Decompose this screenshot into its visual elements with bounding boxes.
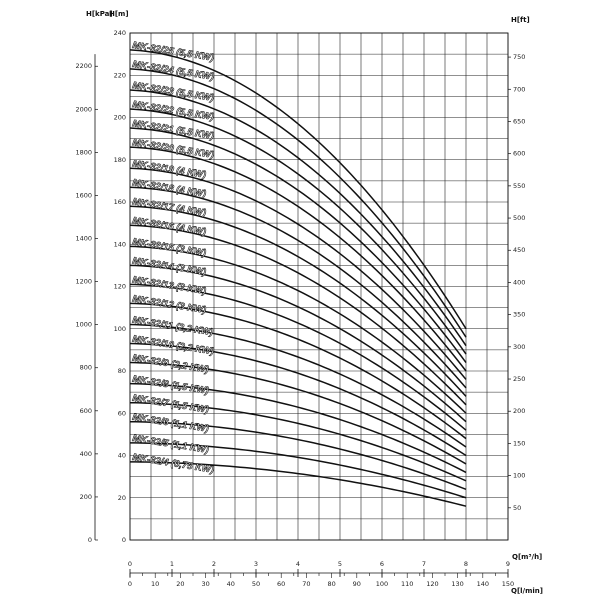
m-tick-label: 240: [113, 29, 126, 37]
x-axis-title-m3h: Q[m³/h]: [512, 553, 543, 561]
ft-tick-label: 750: [513, 53, 526, 62]
lmin-tick-label: 10: [151, 580, 160, 588]
curve-label: MK-32/15 (3 KW): [131, 236, 207, 259]
ft-tick-label: 200: [513, 407, 526, 416]
ft-tick-label: 600: [513, 149, 526, 158]
lmin-tick-label: 40: [226, 580, 235, 588]
m3h-tick-label: 3: [253, 560, 259, 568]
curve-label: MK-32/20 (5,5 KW): [131, 137, 215, 161]
m3h-tick-label: 7: [421, 560, 427, 568]
curve-label: MK-32/13 (3 KW): [131, 274, 207, 297]
curve-label: MK-32/5 (1,1 KW): [131, 432, 210, 456]
m3h-tick-label: 9: [505, 560, 511, 568]
curve-label: MK-32/25 (5,5 KW): [131, 39, 215, 64]
y-axis-title-ft: H[ft]: [511, 16, 530, 24]
kpa-tick-label: 1200: [75, 277, 92, 286]
m-tick-label: 200: [113, 113, 126, 122]
curve-label: MK-32/16 (4 KW): [131, 215, 207, 238]
ft-tick-label: 650: [513, 117, 526, 126]
ft-tick-label: 700: [513, 85, 526, 94]
curve-label: MK-32/18 (4 KW): [131, 177, 207, 200]
m-tick-label: 20: [117, 493, 126, 502]
m-tick-label: 160: [113, 198, 126, 206]
m3h-tick-label: 5: [337, 560, 343, 568]
m3h-tick-label: 8: [463, 560, 469, 568]
kpa-tick-label: 400: [79, 449, 92, 458]
ft-tick-label: 450: [513, 246, 526, 255]
m-tick-label: 140: [113, 240, 126, 249]
m3h-tick-label: 6: [379, 560, 385, 568]
kpa-tick-label: 2000: [75, 105, 92, 114]
lmin-tick-label: 20: [176, 580, 185, 588]
m-tick-label: 80: [117, 367, 126, 375]
m3h-tick-label: 4: [295, 560, 301, 568]
kpa-tick-label: 1600: [75, 191, 92, 200]
lmin-tick-label: 150: [501, 580, 515, 588]
curve-label: MK-32/9 (2,2 KW): [131, 352, 210, 376]
curve-label: MK-32/17 (4 KW): [131, 196, 207, 219]
ft-tick-label: 350: [513, 310, 526, 319]
curve-label: MK-32/6 (1,1 KW): [131, 411, 210, 435]
lmin-tick-label: 60: [277, 580, 286, 588]
m-tick-label: 180: [113, 155, 126, 164]
lmin-tick-label: 50: [251, 580, 261, 588]
m3h-tick-label: 1: [169, 560, 175, 568]
m-tick-label: 120: [113, 282, 126, 291]
curve-label: MK-32/7 (1,5 KW): [131, 392, 210, 416]
lmin-tick-label: 100: [375, 580, 389, 588]
m-tick-label: 100: [113, 324, 126, 333]
lmin-tick-label: 140: [476, 580, 490, 588]
m-tick-label: 60: [117, 409, 126, 418]
curve-label: MK-32/22 (5,5 KW): [131, 99, 215, 123]
y-axis-title-m: H[m]: [109, 10, 129, 18]
lmin-tick-label: 110: [400, 580, 414, 588]
lmin-tick-label: 130: [451, 580, 464, 588]
lmin-tick-label: 0: [127, 580, 133, 588]
curve-label: MK-32/21 (5,5 KW): [131, 118, 215, 142]
lmin-tick-label: 80: [327, 580, 336, 588]
lmin-tick-label: 30: [201, 580, 210, 588]
kpa-tick-label: 1800: [75, 148, 92, 157]
ft-tick-label: 50: [513, 503, 522, 512]
kpa-tick-label: 1400: [75, 234, 92, 243]
curve-label: MK-32/11 (2,2 KW): [131, 314, 214, 339]
m-tick-label: 0: [121, 536, 126, 544]
kpa-tick-label: 0: [87, 536, 92, 544]
kpa-tick-label: 2200: [75, 62, 92, 71]
curve-label: MK-32/10 (2,2 KW): [131, 333, 215, 358]
kpa-tick-label: 600: [79, 406, 92, 415]
ft-tick-label: 400: [513, 278, 526, 287]
ft-tick-label: 500: [513, 214, 526, 223]
curve-label: MK-32/24 (5,5 KW): [131, 59, 215, 83]
ft-tick-label: 100: [513, 471, 526, 480]
m3h-tick-label: 2: [211, 560, 217, 568]
curve-labels: [132, 40, 215, 476]
lmin-tick-label: 70: [302, 580, 311, 588]
curve-label: MK-32/12 (3 KW): [131, 293, 207, 317]
ft-tick-label: 300: [513, 342, 526, 351]
ft-tick-label: 250: [513, 375, 526, 384]
ft-tick-label: 150: [513, 439, 526, 448]
m-tick-label: 220: [113, 71, 126, 80]
lmin-tick-label: 90: [352, 580, 361, 588]
m3h-tick-label: 0: [127, 560, 133, 568]
x-axis-title-lmin: Q[l/min]: [511, 587, 543, 595]
curve-label: MK-32/14 (3 KW): [131, 255, 207, 278]
curve-label: MK-32/23 (5,5 KW): [131, 80, 215, 104]
kpa-tick-label: 800: [79, 363, 92, 372]
m-tick-label: 40: [117, 451, 126, 460]
kpa-tick-label: 200: [79, 492, 92, 501]
lmin-tick-label: 120: [426, 580, 439, 588]
curve-label: MK-32/4 (0,75 KW): [131, 451, 215, 476]
y-axis-title-kpa: H[kPa]: [86, 10, 113, 18]
kpa-tick-label: 1000: [75, 320, 92, 329]
ft-tick-label: 550: [513, 181, 526, 190]
curve-label: MK-32/19 (4 KW): [131, 158, 207, 181]
curve-label: MK-32/8 (1,5 KW): [131, 373, 210, 397]
